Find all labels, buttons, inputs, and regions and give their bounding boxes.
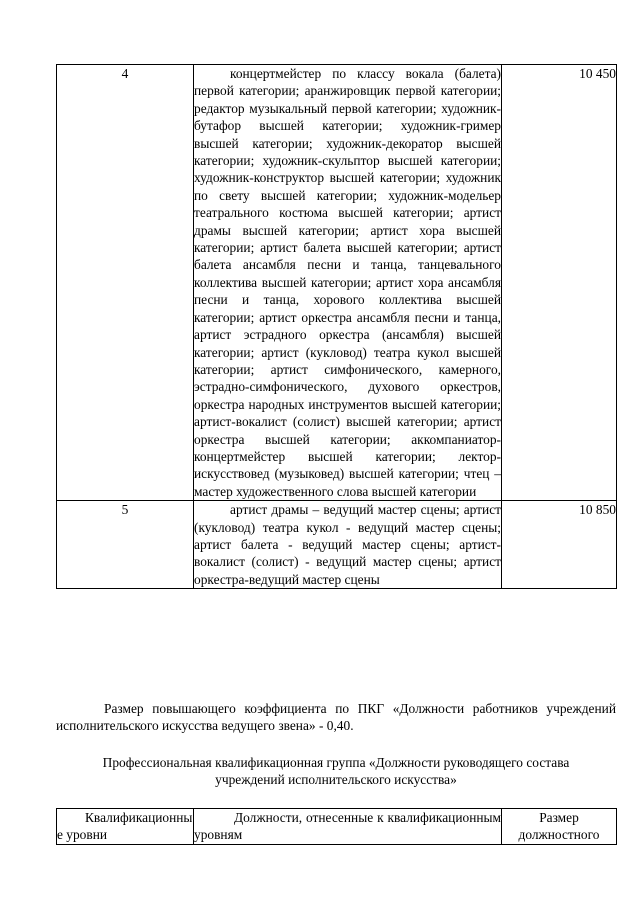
table-row (57, 65, 617, 501)
group-heading: Профессиональная квалификационная группа «Должности руководящего состава учреждений исполнительского искусства» (102, 755, 570, 788)
positions-cell: артист драмы – ведущий мастер сцены; артист (кукловод) театра кукол - ведущий мастер сцены; артист балета - ведущий мастер сцены; артист-вокалист (солист) - ведущий мастер сцены; артист оркестра-ведущий мастер сцены (194, 502, 501, 587)
qualification-level-cell: 4 (57, 65, 194, 501)
positions-cell: концертмейстер по классу вокала (балета) первой категории; аранжировщик первой категории; редактор музыкальный первой категории; художник-бутафор высшей категории; художник-гример высшей категории; художник-декоратор высшей категории; художник-скульптор высшей категории; художник-конструктор высшей категории; художник по свету высшей категории; художник-модельер театрального костюма высшей категории; артист драмы высшей категории; артист хора высшей категории; артист балета высшей категории; артист балета ансамбля песни и танца, танцевального коллектива высшей категории; артист хора ансамбля песни и танца, хорового коллектива высшей категории; артист оркестра ансамбля песни и танца, артист эстрадного оркестра (ансамбля) высшей категории; артист (кукловод) театра кукол высшей категории; артист симфонического, камерного, эстрадно-симфонического, духового оркестров, оркестра народных инструментов высшей категории; артист-вокалист (солист) высшей категории; артист оркестра высшей категории; аккомпаниатор-концертмейстер высшей категории; лектор-искусствовед (музыковед) высшей категории; чтец – мастер художественного слова высшей категории (194, 66, 501, 499)
salary-cell: 10 450 (502, 65, 617, 501)
table-header-row (57, 809, 617, 845)
salary-table (56, 64, 617, 589)
qualification-level-cell: 5 (57, 501, 194, 589)
header-positions: Должности, отнесенные к квалификационным уровням (194, 810, 501, 843)
coefficient-paragraph: Размер повышающего коэффициента по ПКГ «Должности работников учреждений исполнительского искусства ведущего звена» - 0,40. (56, 701, 616, 734)
header-qualification-levels: Квалификационные уровни (57, 810, 193, 843)
leadership-table-header (56, 808, 617, 845)
salary-cell: 10 850 (502, 501, 617, 589)
header-salary-size: Размер должностного (502, 809, 617, 845)
table-row (57, 501, 617, 589)
